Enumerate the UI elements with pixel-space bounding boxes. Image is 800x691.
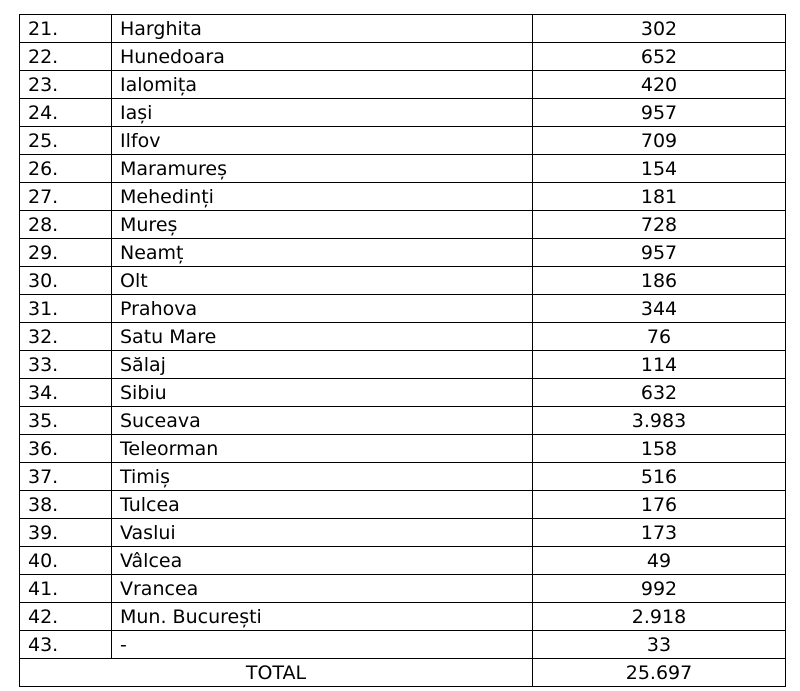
county-value: 632 [533, 379, 786, 407]
table-row [20, 239, 786, 267]
county-name: Sibiu [112, 379, 533, 407]
table-row [20, 463, 786, 491]
county-name: Maramureș [112, 155, 533, 183]
table-row [20, 379, 786, 407]
county-name: Vâlcea [112, 547, 533, 575]
county-value: 957 [533, 239, 786, 267]
county-value: 302 [533, 15, 786, 43]
county-table [19, 14, 786, 687]
row-number: 41. [20, 575, 112, 603]
county-value: 49 [533, 547, 786, 575]
county-name: Mureș [112, 211, 533, 239]
county-value: 344 [533, 295, 786, 323]
table-row [20, 603, 786, 631]
county-name: Harghita [112, 15, 533, 43]
table-row [20, 407, 786, 435]
county-name: Sălaj [112, 351, 533, 379]
county-name: Mehedinți [112, 183, 533, 211]
county-name: Iași [112, 99, 533, 127]
row-number: 35. [20, 407, 112, 435]
county-name: Timiș [112, 463, 533, 491]
row-number: 34. [20, 379, 112, 407]
row-number: 24. [20, 99, 112, 127]
county-value: 2.918 [533, 603, 786, 631]
table-row [20, 631, 786, 659]
row-number: 39. [20, 519, 112, 547]
row-number: 22. [20, 43, 112, 71]
row-number: 38. [20, 491, 112, 519]
county-name: - [112, 631, 533, 659]
county-name: Vrancea [112, 575, 533, 603]
county-name: Teleorman [112, 435, 533, 463]
county-value: 186 [533, 267, 786, 295]
county-name: Mun. București [112, 603, 533, 631]
county-name: Suceava [112, 407, 533, 435]
county-value: 420 [533, 71, 786, 99]
row-number: 33. [20, 351, 112, 379]
county-value: 76 [533, 323, 786, 351]
table-row [20, 323, 786, 351]
row-number: 30. [20, 267, 112, 295]
county-name: Satu Mare [112, 323, 533, 351]
table-body [20, 15, 786, 687]
row-number: 43. [20, 631, 112, 659]
table-row [20, 183, 786, 211]
row-number: 37. [20, 463, 112, 491]
row-number: 31. [20, 295, 112, 323]
table-row [20, 127, 786, 155]
table-row [20, 155, 786, 183]
county-value: 3.983 [533, 407, 786, 435]
county-name: Neamț [112, 239, 533, 267]
county-name: Vaslui [112, 519, 533, 547]
county-value: 33 [533, 631, 786, 659]
county-value: 728 [533, 211, 786, 239]
county-name: Tulcea [112, 491, 533, 519]
row-number: 28. [20, 211, 112, 239]
county-value: 181 [533, 183, 786, 211]
row-number: 21. [20, 15, 112, 43]
county-name: Olt [112, 267, 533, 295]
county-value: 154 [533, 155, 786, 183]
table-row [20, 351, 786, 379]
county-value: 709 [533, 127, 786, 155]
table-row [20, 71, 786, 99]
table-row [20, 15, 786, 43]
table-row [20, 435, 786, 463]
table-row [20, 43, 786, 71]
row-number: 40. [20, 547, 112, 575]
county-value: 176 [533, 491, 786, 519]
table-row [20, 99, 786, 127]
county-value: 957 [533, 99, 786, 127]
table-row [20, 267, 786, 295]
row-number: 26. [20, 155, 112, 183]
county-name: Prahova [112, 295, 533, 323]
row-number: 23. [20, 71, 112, 99]
county-name: Hunedoara [112, 43, 533, 71]
table-row [20, 211, 786, 239]
table-row [20, 519, 786, 547]
table-row [20, 491, 786, 519]
row-number: 36. [20, 435, 112, 463]
county-value: 652 [533, 43, 786, 71]
county-value: 158 [533, 435, 786, 463]
county-value: 516 [533, 463, 786, 491]
table-row [20, 295, 786, 323]
county-name: Ilfov [112, 127, 533, 155]
total-row [20, 659, 786, 687]
row-number: 42. [20, 603, 112, 631]
row-number: 32. [20, 323, 112, 351]
county-value: 173 [533, 519, 786, 547]
table-row [20, 575, 786, 603]
county-value: 114 [533, 351, 786, 379]
county-value: 992 [533, 575, 786, 603]
total-label: TOTAL [20, 659, 533, 687]
row-number: 25. [20, 127, 112, 155]
row-number: 27. [20, 183, 112, 211]
row-number: 29. [20, 239, 112, 267]
county-name: Ialomița [112, 71, 533, 99]
total-value: 25.697 [533, 659, 786, 687]
table-row [20, 547, 786, 575]
